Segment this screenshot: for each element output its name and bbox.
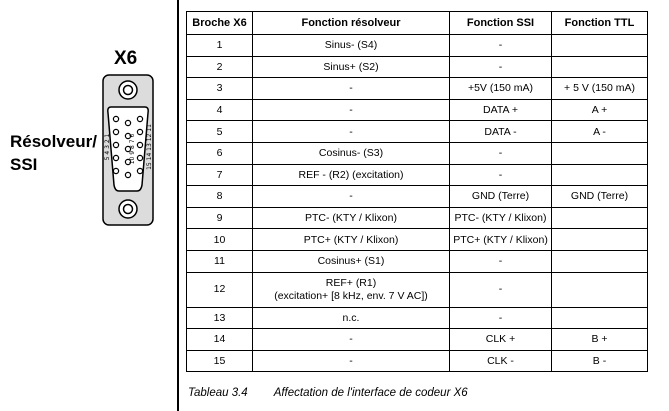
ssi-function: +5V (150 mA) [450,78,552,100]
header-ssi-function: Fonction SSI [450,12,552,35]
ssi-function: PTC- (KTY / Klixon) [450,207,552,229]
resolver-function: - [253,329,450,351]
table-row [187,142,648,164]
table-caption [188,387,468,399]
ttl-function [552,272,648,307]
pin-number: 14 [187,329,253,351]
ttl-function [552,164,648,186]
resolver-function: - [253,350,450,372]
table-row [187,121,648,143]
ttl-function [552,207,648,229]
table-row [187,78,648,100]
ssi-function: DATA - [450,121,552,143]
table-row [187,350,648,372]
ssi-function: - [450,250,552,272]
connector-name: X6 [114,48,138,69]
header-pin: Broche X6 [187,12,253,35]
resolver-function: PTC+ (KTY / Klixon) [253,229,450,251]
pin-number: 3 [187,78,253,100]
header-resolver-function: Fonction résolveur [253,12,450,35]
table-row [187,229,648,251]
table-row [187,186,648,208]
table-row [187,329,648,351]
resolver-function: - [253,121,450,143]
table-row [187,56,648,78]
resolver-function: - [253,99,450,121]
connector-type-line1: Résolveur/ [10,132,97,151]
pin-number: 6 [187,142,253,164]
pin-numbers-middle: 10 9 8 7 6 [129,133,136,165]
ssi-function: - [450,35,552,57]
ttl-function: A + [552,99,648,121]
pin-number: 13 [187,307,253,329]
resolver-function-line2: (excitation+ [8 kHz, env. 7 V AC]) [274,289,428,302]
ttl-function [552,142,648,164]
ttl-function [552,307,648,329]
connector-type-line2: SSI [10,155,38,174]
ttl-function [552,56,648,78]
ssi-function: - [450,142,552,164]
ssi-function: GND (Terre) [450,186,552,208]
ssi-function: CLK + [450,329,552,351]
ssi-function: - [450,272,552,307]
caption-number: Tableau 3.4 [188,387,248,399]
caption-text: Affectation de l'interface de codeur X6 [273,387,468,399]
ttl-function [552,229,648,251]
pin-number: 15 [187,350,253,372]
pin-number: 8 [187,186,253,208]
table-row [187,307,648,329]
resolver-function: Sinus+ (S2) [253,56,450,78]
resolver-function: - [253,186,450,208]
resolver-function: REF - (R2) (excitation) [253,164,450,186]
connector-type-label [10,130,97,176]
pin-assignment-table [186,11,648,372]
pin-number: 2 [187,56,253,78]
ssi-function: - [450,56,552,78]
resolver-function: Cosinus+ (S1) [253,250,450,272]
table-row [187,207,648,229]
table-header-row [187,12,648,35]
resolver-function: n.c. [253,307,450,329]
resolver-function: Cosinus- (S3) [253,142,450,164]
resolver-function: - [253,78,450,100]
ssi-function: DATA + [450,99,552,121]
resolver-function-line1: REF+ (R1) [325,276,377,289]
ssi-function: PTC+ (KTY / Klixon) [450,229,552,251]
ttl-function: A - [552,121,648,143]
ssi-function: CLK - [450,350,552,372]
table-row [187,272,648,307]
ttl-function [552,35,648,57]
ttl-function: B - [552,350,648,372]
sub-d-connector-icon [101,73,157,229]
table-row [187,99,648,121]
table-row [187,250,648,272]
ssi-function: - [450,164,552,186]
ssi-function: - [450,307,552,329]
pin-numbers-right: 15 14 13 12 11 [146,124,153,170]
header-ttl-function: Fonction TTL [552,12,648,35]
pin-numbers-left: 5 4 3 2 1 [104,133,111,161]
pin-number: 10 [187,229,253,251]
pin-number: 5 [187,121,253,143]
pin-number: 4 [187,99,253,121]
ttl-function: B + [552,329,648,351]
pin-number: 11 [187,250,253,272]
separator-line [177,0,179,411]
ttl-function: + 5 V (150 mA) [552,78,648,100]
pin-number: 9 [187,207,253,229]
pin-number: 12 [187,272,253,307]
table-row [187,164,648,186]
resolver-function: PTC- (KTY / Klixon) [253,207,450,229]
table-row [187,35,648,57]
ttl-function [552,250,648,272]
resolver-function: Sinus- (S4) [253,35,450,57]
pin-number: 7 [187,164,253,186]
pin-number: 1 [187,35,253,57]
ttl-function: GND (Terre) [552,186,648,208]
resolver-function [253,272,450,307]
